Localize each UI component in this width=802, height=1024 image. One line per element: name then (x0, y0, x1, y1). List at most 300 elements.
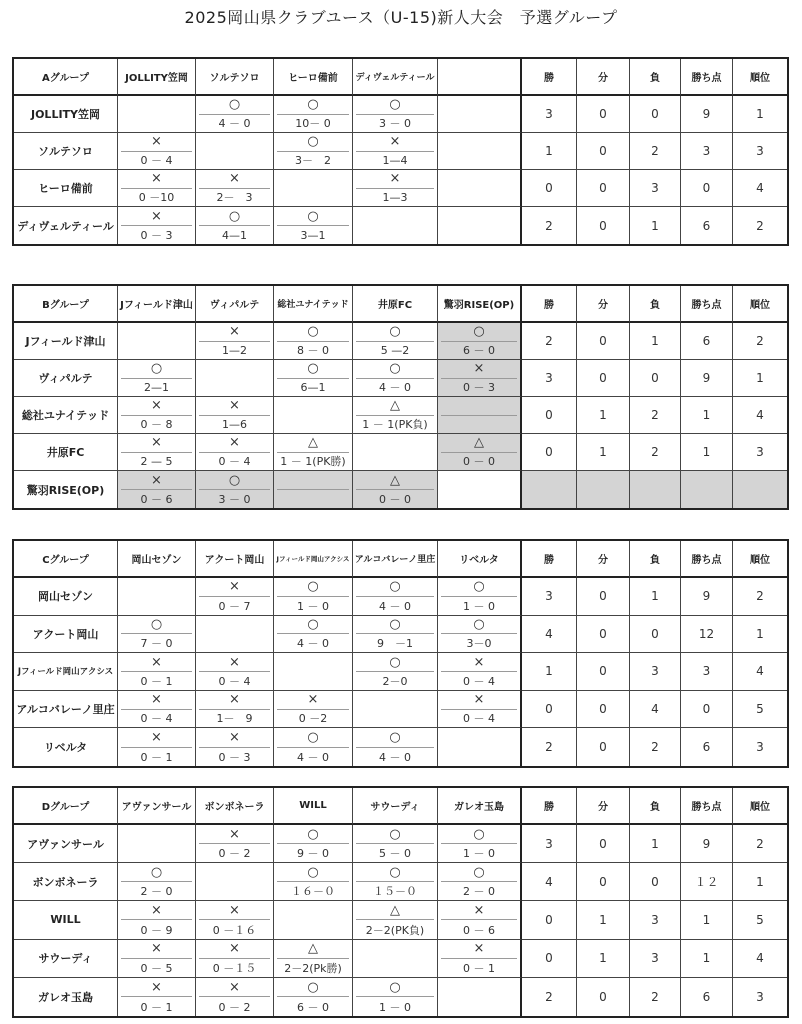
result-score-box (199, 843, 270, 862)
team-name-cell (14, 207, 118, 244)
self-match-cell (274, 170, 353, 207)
group-name-header (14, 59, 118, 96)
stat-header-rank (733, 59, 787, 96)
result-score-box (121, 958, 192, 977)
stat-draws (577, 978, 630, 1016)
result-score: 2－0 (382, 674, 408, 688)
stat-losses (630, 397, 681, 434)
team-name: ガレオ玉島 (38, 990, 93, 1004)
stat-rank (733, 323, 787, 360)
result-score: 1 － 1(PK負) (362, 418, 428, 432)
match-result-cell (438, 616, 522, 654)
stat-points (681, 434, 733, 471)
result-mark: ○ (473, 324, 485, 340)
result-mark: ○ (389, 826, 401, 842)
stat-rank (733, 397, 787, 434)
stat-value: 9 (702, 589, 711, 604)
stat-header-draws (577, 59, 630, 96)
stat-draws (577, 691, 630, 729)
stat-points (681, 825, 733, 863)
opponent-header (353, 59, 438, 96)
result-mark: ○ (307, 579, 319, 595)
stat-wins (522, 397, 577, 434)
stat-value: 0 (599, 181, 607, 195)
stat-wins (522, 653, 577, 691)
opponent-header (196, 59, 274, 96)
stat-losses (630, 728, 681, 766)
result-score-box (199, 225, 270, 244)
self-match-cell (196, 616, 274, 654)
stat-value: 4 (756, 664, 764, 679)
result-score: 1 － 0 (379, 1000, 411, 1014)
result-score-box (356, 596, 434, 615)
stat-value: 5 (756, 912, 764, 927)
stat-header-points (681, 286, 733, 323)
result-score: 2－2(PK負) (365, 923, 425, 937)
stat-value: 1 (702, 408, 711, 422)
stat-points (681, 578, 733, 616)
result-score-box (441, 671, 517, 690)
match-result-cell (196, 901, 274, 939)
self-match-cell (274, 397, 353, 434)
stat-value: 4 (756, 951, 764, 966)
result-mark: △ (390, 398, 400, 414)
stat-header-label: 分 (598, 73, 608, 84)
result-score-box (441, 843, 517, 862)
team-name: ディヴェルティール (17, 219, 114, 233)
result-mark: × (151, 398, 162, 414)
match-result-cell (196, 96, 274, 133)
stat-wins (522, 691, 577, 729)
stat-value: 6 (702, 334, 711, 348)
match-result-cell (353, 323, 438, 360)
team-name-cell (14, 96, 118, 133)
result-score: 2 － 0 (140, 885, 173, 899)
match-result-cell (438, 691, 522, 729)
match-result-cell (353, 728, 438, 766)
result-mark: ○ (150, 864, 163, 880)
opponent-name: 総社ユナイテッド (277, 300, 349, 310)
stat-value: 3 (702, 144, 711, 158)
stat-value: 1 (651, 589, 659, 604)
group-name: Cグループ (42, 555, 89, 566)
opponent-header (353, 541, 438, 578)
result-score: 0 － 0 (463, 455, 495, 469)
result-mark: × (151, 692, 162, 708)
stat-value: 0 (599, 107, 607, 121)
result-score-box (277, 378, 349, 397)
result-score: 3 － 0 (218, 493, 251, 506)
opponent-header (353, 788, 438, 825)
result-score-box (277, 958, 349, 977)
stat-losses (630, 825, 681, 863)
result-score: 1—2 (222, 343, 247, 357)
stat-rank (733, 653, 787, 691)
match-result-cell (438, 940, 522, 978)
stat-value: 4 (545, 626, 553, 641)
result-mark: × (229, 398, 240, 414)
self-match-cell (118, 323, 196, 360)
stat-value: 1 (702, 445, 711, 459)
stat-value: 2 (651, 408, 659, 422)
stat-points (681, 96, 733, 133)
result-score: 0 －10 (138, 191, 175, 205)
stat-losses (630, 96, 681, 133)
stat-value: 12 (698, 626, 715, 641)
empty-cell (438, 133, 522, 170)
result-score-box (199, 596, 270, 615)
result-mark: ○ (307, 208, 319, 224)
match-result-cell (274, 616, 353, 654)
team-name-cell (14, 728, 118, 766)
result-mark: × (229, 902, 240, 918)
result-score-box (356, 188, 434, 207)
result-score: 0 － 0 (379, 493, 411, 506)
result-score: 3－ 2 (295, 154, 331, 168)
result-mark: × (473, 654, 485, 670)
stat-header-points (681, 541, 733, 578)
match-result-cell (353, 578, 438, 616)
stat-header-wins (522, 59, 577, 96)
result-score-box (277, 114, 349, 133)
stat-losses (630, 863, 681, 901)
match-result-cell (274, 863, 353, 901)
result-mark: ○ (307, 361, 319, 377)
result-mark: ○ (389, 361, 401, 377)
stat-header-losses (630, 286, 681, 323)
result-mark: × (473, 941, 485, 957)
result-score-box (356, 996, 434, 1016)
match-result-cell (274, 96, 353, 133)
result-score-box (121, 671, 192, 690)
result-score-box (356, 747, 434, 766)
result-score-box (356, 881, 434, 900)
stat-value: 0 (651, 874, 659, 889)
opponent-header (274, 788, 353, 825)
stat-points (681, 901, 733, 939)
result-mark: ○ (389, 324, 401, 340)
stat-value: 0 (545, 408, 553, 422)
self-match-cell (353, 434, 438, 471)
result-score: 1—3 (382, 190, 408, 204)
result-score: 2－ 3 (216, 191, 253, 205)
stat-header-draws (577, 541, 630, 578)
stat-losses (630, 653, 681, 691)
team-name-cell (14, 133, 118, 170)
result-mark: × (473, 692, 485, 708)
result-score-box (121, 378, 192, 397)
stat-wins (522, 207, 577, 244)
stat-rank (733, 616, 787, 654)
opponent-name: リベルタ (459, 555, 499, 566)
match-result-cell (438, 825, 522, 863)
match-result-cell (274, 323, 353, 360)
stat-header-label: 勝 (544, 300, 554, 311)
result-score-box (199, 452, 270, 471)
match-result-cell (438, 863, 522, 901)
team-name-cell (14, 471, 118, 508)
result-score-box (356, 633, 434, 652)
result-mark: ○ (307, 979, 319, 995)
stat-wins (522, 940, 577, 978)
result-mark: ○ (473, 826, 485, 842)
stat-points (681, 863, 733, 901)
stat-rank (733, 578, 787, 616)
stat-header-rank (733, 541, 787, 578)
stat-value: 0 (545, 912, 553, 927)
result-score: 5 － 0 (379, 847, 411, 861)
stat-draws (577, 360, 630, 397)
result-score: 0 － 4 (463, 712, 495, 726)
self-match-cell (353, 940, 438, 978)
group-table-d (12, 786, 789, 1018)
stat-draws (577, 170, 630, 207)
stat-losses (630, 901, 681, 939)
team-name-cell (14, 323, 118, 360)
result-mark: ○ (228, 472, 241, 488)
match-result-cell (196, 978, 274, 1016)
result-score: 0 － 3 (140, 229, 173, 242)
stat-value: 1 (651, 218, 659, 233)
team-name-cell (14, 653, 118, 691)
group-name: Bグループ (42, 300, 89, 311)
stat-value: 0 (599, 664, 607, 679)
match-result-cell (118, 397, 196, 434)
result-score: １５－０ (373, 885, 417, 899)
stat-losses (630, 133, 681, 170)
opponent-name: 岡山セゾン (131, 555, 182, 566)
stat-losses (630, 691, 681, 729)
match-result-cell (118, 728, 196, 766)
stat-value: 3 (545, 107, 553, 121)
match-result-cell (274, 471, 353, 508)
stat-header-label: 負 (650, 73, 660, 84)
stat-rank (733, 940, 787, 978)
result-score-box (356, 919, 434, 938)
stat-points (681, 978, 733, 1016)
result-score-box (356, 489, 434, 508)
result-score: 3—1 (300, 228, 326, 242)
result-score-box (441, 958, 517, 977)
result-mark: ○ (473, 616, 485, 632)
match-result-cell (118, 616, 196, 654)
team-name-cell (14, 940, 118, 978)
stat-value: 0 (651, 107, 659, 121)
stat-value: 1 (545, 144, 553, 158)
stat-value: 2 (545, 989, 553, 1004)
result-score-box (441, 881, 517, 900)
result-score: 8 － 0 (297, 344, 329, 358)
stat-rank (733, 207, 787, 244)
result-score-box (121, 415, 192, 434)
opponent-header (196, 788, 274, 825)
group-table-b (12, 284, 789, 510)
stat-value: 3 (651, 912, 659, 927)
match-result-cell (118, 471, 196, 508)
result-score: 2 — 5 (140, 454, 173, 468)
opponent-name: ディヴェルティール (355, 73, 435, 83)
result-score-box (277, 843, 349, 862)
result-score: 2－2(Pk勝) (284, 961, 342, 975)
opponent-name: アルコバレーノ里庄 (354, 555, 436, 565)
result-score: 1—4 (382, 153, 408, 167)
match-result-cell (118, 170, 196, 207)
stat-value: 0 (599, 989, 607, 1004)
empty-cell (438, 170, 522, 207)
result-mark: × (229, 979, 240, 995)
result-score: 1 － 1(PK勝) (280, 455, 346, 469)
match-result-cell (118, 940, 196, 978)
result-score: 6—1 (300, 380, 326, 394)
result-score-box (121, 151, 192, 170)
team-name: アヴァンサール (27, 837, 104, 851)
stat-value: 0 (599, 589, 607, 604)
match-result-cell (274, 728, 353, 766)
result-mark: × (229, 654, 240, 670)
result-score: 1 － 0 (297, 599, 329, 613)
result-score: 4 － 0 (379, 381, 411, 395)
stat-losses (630, 471, 681, 508)
result-mark: ○ (389, 730, 401, 746)
stat-draws (577, 653, 630, 691)
result-score-box (277, 341, 349, 360)
stat-losses (630, 940, 681, 978)
stat-draws (577, 323, 630, 360)
opponent-name: 驚羽RISE(OP) (443, 300, 515, 311)
team-name: 岡山セゾン (38, 590, 93, 604)
result-score: 1 － 0 (463, 599, 495, 613)
self-match-cell (274, 653, 353, 691)
result-mark: ○ (307, 134, 319, 150)
opponent-header (274, 541, 353, 578)
opponent-header (118, 59, 196, 96)
stat-value: 1 (651, 334, 659, 348)
stat-value: 2 (756, 218, 764, 233)
opponent-header (353, 286, 438, 323)
stat-points (681, 940, 733, 978)
result-mark: △ (390, 902, 400, 918)
stat-header-losses (630, 788, 681, 825)
result-score-box (356, 415, 434, 434)
team-name: ボンボネーラ (32, 875, 99, 889)
result-score-box (441, 633, 517, 652)
result-mark: ○ (150, 361, 163, 377)
stat-value: 0 (545, 951, 553, 966)
match-result-cell (438, 434, 522, 471)
result-score-box (441, 709, 517, 728)
stat-header-label: 勝ち点 (691, 555, 722, 566)
result-score: 4—1 (222, 228, 247, 242)
result-mark: ○ (473, 864, 485, 880)
result-score-box (277, 489, 349, 508)
stat-wins (522, 825, 577, 863)
stat-value: 2 (651, 740, 659, 755)
match-result-cell (353, 360, 438, 397)
result-score: 7 － 0 (140, 637, 173, 651)
stat-header-label: 負 (650, 300, 660, 311)
self-match-cell (118, 578, 196, 616)
self-match-cell (274, 901, 353, 939)
opponent-name: WILL (299, 800, 327, 811)
team-name-cell (14, 978, 118, 1016)
stat-header-label: 分 (598, 802, 608, 813)
result-mark: ○ (473, 579, 485, 595)
opponent-header (274, 59, 353, 96)
result-score-box (199, 415, 270, 434)
stat-value: 1 (599, 445, 607, 459)
result-score: 1—6 (222, 417, 247, 431)
stat-draws (577, 434, 630, 471)
result-score: 4 － 0 (379, 750, 411, 764)
stat-points (681, 397, 733, 434)
result-score-box (356, 151, 434, 170)
result-mark: ○ (307, 826, 319, 842)
team-name: Jフィールド岡山アクシス (17, 667, 114, 678)
result-score: 0 － 6 (463, 923, 495, 937)
opponent-header (196, 286, 274, 323)
result-score: 0 － 4 (140, 712, 173, 726)
result-score-box (356, 843, 434, 862)
stat-wins (522, 133, 577, 170)
result-mark: × (229, 171, 240, 187)
stat-header-label: 負 (650, 555, 660, 566)
match-result-cell (196, 170, 274, 207)
result-score-box (199, 114, 270, 133)
result-score: 0 － 1 (463, 961, 495, 975)
stat-header-losses (630, 541, 681, 578)
result-score-box (277, 151, 349, 170)
stat-value: 3 (545, 371, 553, 385)
result-score: 0 － 3 (218, 750, 251, 764)
result-score-box (121, 709, 192, 728)
group-name-header (14, 541, 118, 578)
stat-value: 2 (756, 589, 764, 604)
stat-header-label: 順位 (750, 73, 770, 84)
result-score-box (441, 919, 517, 938)
opponent-header (438, 286, 522, 323)
stat-value: 3 (651, 664, 659, 679)
match-result-cell (118, 863, 196, 901)
stat-value: 3 (756, 740, 764, 755)
stat-points (681, 207, 733, 244)
result-score-box (121, 225, 192, 244)
result-score: 4 － 0 (218, 117, 251, 131)
stat-value: 2 (756, 334, 764, 348)
stat-value: 6 (702, 218, 711, 233)
result-mark: × (229, 324, 240, 340)
stat-points (681, 471, 733, 508)
stat-value: 0 (599, 218, 607, 233)
match-result-cell (118, 360, 196, 397)
opponent-name: ガレオ玉島 (454, 802, 504, 813)
team-name-cell (14, 616, 118, 654)
result-mark: × (229, 435, 240, 451)
stat-value: 3 (545, 836, 553, 851)
team-name: WILL (50, 913, 81, 927)
stat-value: 1 (702, 912, 711, 927)
result-mark: ○ (228, 97, 241, 113)
result-score: 1－ 9 (216, 712, 253, 726)
result-score: 0 － 1 (140, 1000, 173, 1014)
result-mark: ○ (389, 579, 401, 595)
stat-points (681, 728, 733, 766)
stat-rank (733, 863, 787, 901)
stat-draws (577, 728, 630, 766)
match-result-cell (118, 207, 196, 244)
result-score: 0 － 4 (218, 455, 251, 469)
result-score: 0 － 7 (218, 599, 251, 613)
match-result-cell (438, 323, 522, 360)
